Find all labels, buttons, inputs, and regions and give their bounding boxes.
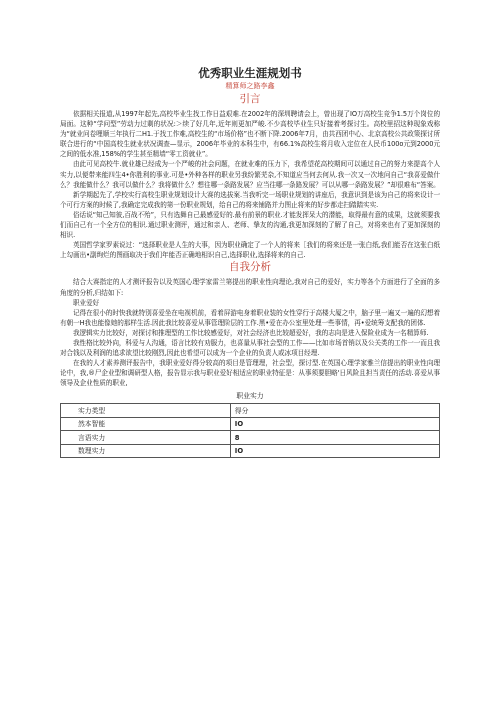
ability-table xyxy=(60,403,440,458)
intro-paragraph: 英国哲学家罗素说过：“选择职业是人生的大事，因为职业确定了一个人的将来［我们的将来还是一张白纸,我们能否在这张白纸上勾画出•副绚烂的图画取决于我们年能否正确地相识自己,选择职业,选择将来的自己. xyxy=(60,241,440,260)
analysis-subheading: 职业爱好 xyxy=(73,298,100,307)
table-caption: 职业实力 xyxy=(236,392,264,401)
intro-paragraph: 依据相关报道,从1997年起先,高校毕业生找工作日益艰难.在2002年的深圳聘请会上，曾出现了IO万高校生竞争1.5万个岗位的局面。这种“学问型”劳动力过剩的状况:＞续了好几年,近年则更加严峻.不少高校毕业生只好接着考探讨生。高校里招这种现象戏称为“就业问卷哩顺三年执行二H1.于找工作难,高校生的“市场价格”也不断下降.2006年7月，由共西团中心、北京高校公共政策探讨所联合进行的“中国高校生就业状况调查—显示，2006年毕业的本科生中，有66.1%高校生将月收入定位在人民币100o元到2000元之间的低水准,158%的学生甚至精墙“零工资就业”。 xyxy=(60,110,440,159)
analysis-paragraph: 在我的人才素养测评报告中，我职业爱好得分较高的项目是管理理，社会型，探讨型.在英国心理学家雅兰信提出的职业性向理论中，我,®尸企业型和调研型人格，报告显示我与职业爱好相适应的职业特征是：从事须要胆略'日风险且担当责任的活动.喜爱从事领导及企业性质的职业, xyxy=(60,359,440,388)
document-title: 优秀职业生涯规划书 xyxy=(198,66,302,80)
table-row xyxy=(61,431,440,445)
analysis-paragraph: 结合大赛指定的人才测评报告以及英国心理学家雷兰第提出的职业性向理论,我对自己的爱好，实力等各个方面进行了全面的多角度的分析,归结如下: xyxy=(60,278,440,297)
table-row xyxy=(61,417,440,431)
intro-paragraph: 新学期起先了,学校实行高校生职业规划设计大赛的选拔案.当我听完一场职业规划的讲座后，我意识到是该为自己的将来设计一个可行方案的时候了,我确定完成我的第一份职业规划，给自己的将来铺路并力图止将来的好步都走扫踏踏实实. xyxy=(60,190,440,209)
table-cell: 然本智能 xyxy=(61,417,231,431)
table-header-cell: 得分 xyxy=(230,404,439,418)
table-cell: 8 xyxy=(230,431,439,445)
table-cell: 数理实力 xyxy=(61,444,231,458)
table-row xyxy=(61,444,440,458)
document-subtitle: 精算师之路李鑫 xyxy=(225,82,275,90)
table-cell: IO xyxy=(230,444,439,458)
section-heading-analysis: 自我分析 xyxy=(229,261,271,274)
table-cell: 言语实力 xyxy=(61,431,231,445)
intro-paragraph: 俗话说“知己知彼,百战不殆”，只有选舞自己最感爱好的.最有前景的职业.才能发挥呆大的潜能，取得最有意的成果，这就须要我们而自己有一个全方位的相识.通过职业测评，通过和亲人、老师、挚友的沟通,我更加深刻的了解了自己，对将来也有了更加深刻的相识. xyxy=(60,210,440,240)
intro-paragraph: 由此可见高校牛.就业雄已经成为一个严峻的社会问题，在就业难的压力下，我希望花高校期间可以通过自己的努力来提高个人实力,以便带来能四生4•你胜利的事业.可是•外种各样的职业另我纷繁芜杂,不知道应当何去何从.我一次又一次地问自己“我喜爱做什么？我能做什么？我可以做什么？我将做什么？想往哪一条路发展？应当往哪一条路发展？可以从哪一条路发展？”却很难布“答案。 xyxy=(60,160,440,189)
table-header-row xyxy=(61,404,440,418)
analysis-paragraph: 记得在很小的时快我就特别喜爱坐在电视机前，看着屏游电身着职业装的女性穿行于高楼大厦之中，脑子里一遍又一遍的幻想着有朝一H我也能像她的那样生活.因此我比较喜爱从事管理阶层的工作.黑•爱在办公室里处理一些事情，再•爱统筹支配我的团体. xyxy=(60,308,440,327)
section-heading-intro: 引言 xyxy=(239,93,261,105)
analysis-paragraph: 我性格比较外向，科爱与人沟通，语言比较有劝服力，也喜量从事社会型的工作——比如市场首销以及公关类的工作一一而且我对合钱以及利润的追求欲望比较刚烈,因此也希望可以成为一个企业的负责人或冰项目经理. xyxy=(60,338,440,358)
table-header-cell: 实力类型 xyxy=(61,404,231,418)
table-cell: IO xyxy=(230,417,439,431)
analysis-paragraph: 我逻辑实力比较好，对探讨和推理型的工作比较感爱好，对社会经济也比较超爱好，我的志向是进入保险业成为一名精算师. xyxy=(73,328,429,337)
